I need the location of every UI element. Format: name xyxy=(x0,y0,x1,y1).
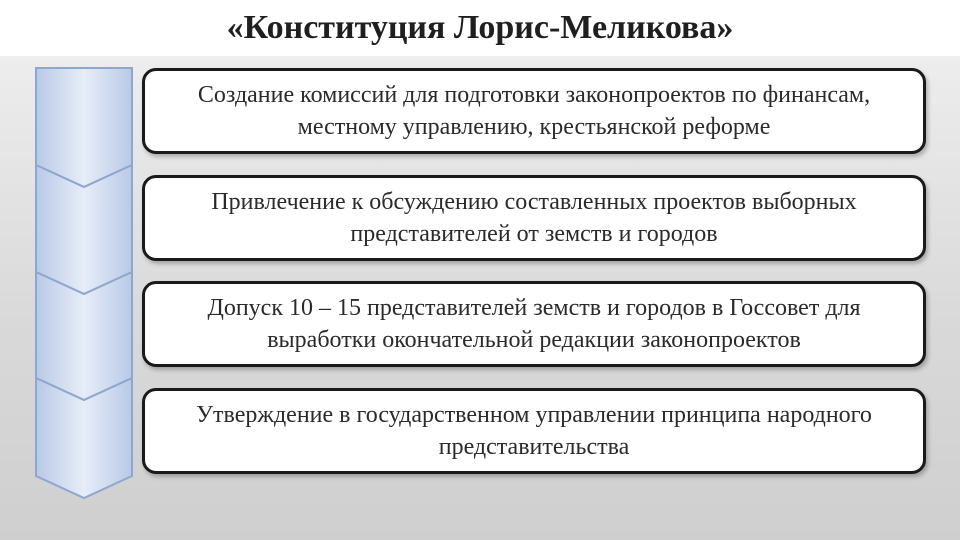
step-text-2: Привлечение к обсуждению составленных проектов выборных представителей от земств и городов xyxy=(211,189,857,247)
step-box-3 xyxy=(142,281,926,367)
chevron-1 xyxy=(36,68,132,187)
step-text-3: Допуск 10 – 15 представителей земств и городов в Госсовет для выработки окончательной редакции законопроектов xyxy=(207,295,861,353)
step-text-1: Создание комиссий для подготовки законопроектов по финансам, местному управлению, крестьянской реформе xyxy=(197,82,871,140)
step-box-1 xyxy=(142,68,926,154)
step-box-2 xyxy=(142,175,926,261)
step-box-4 xyxy=(142,388,926,474)
page-title: «Конституция Лорис-Меликова» xyxy=(226,9,734,46)
step-text-4: Утверждение в государственном управлении принципа народного представительства xyxy=(196,402,872,460)
